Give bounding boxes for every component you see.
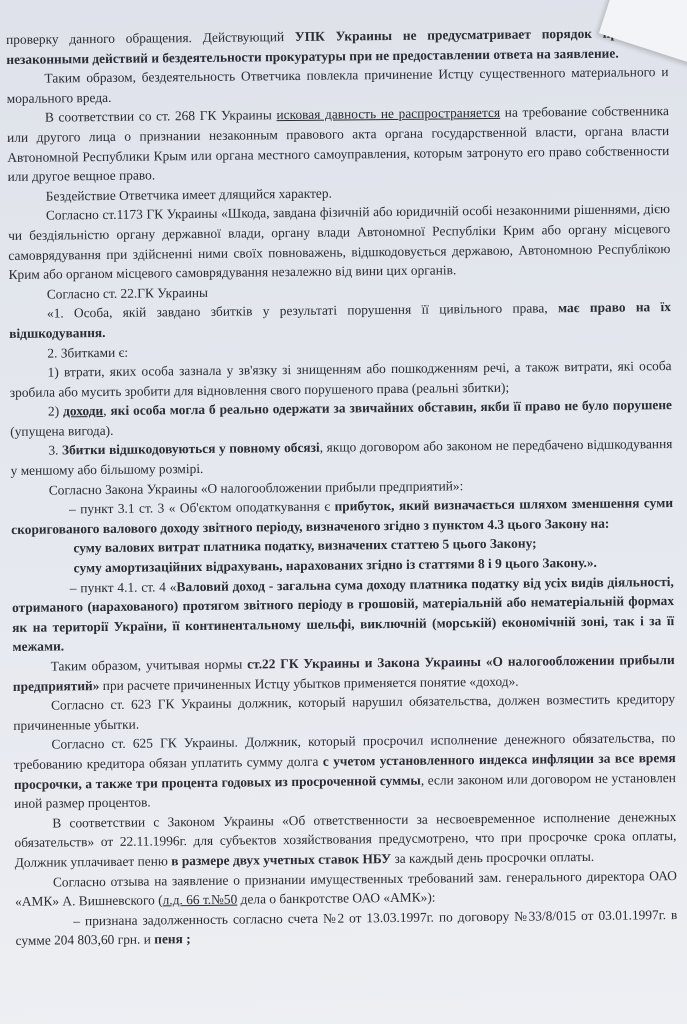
paragraph: [13, 650, 675, 696]
paragraph: [13, 728, 676, 813]
text-run: Бездействие Ответчика имеет длящийся характер.: [45, 185, 332, 204]
text-run: пеня ;: [154, 931, 191, 947]
paragraph: [13, 689, 675, 735]
text-run: Збитки відшкодовуються у повному обсязі: [61, 440, 320, 458]
text-run: л.д. 66 т.№50: [162, 891, 238, 908]
paragraph: [8, 199, 671, 284]
text-run: за каждый день просрочки оплаты.: [390, 848, 595, 866]
text-run: Согласно ст. 623 ГК Украины должник, который нарушил обязательства, должен возместить кредитору причиненные убытки.: [13, 691, 676, 733]
paragraph: [6, 62, 668, 108]
text-run: Согласно ст. 625 ГК Украины. Должник, который просрочил исполнение денежного обязательства, по требованию кредитора обязан уплатить сумму долга: [13, 730, 676, 772]
paragraph: [9, 356, 671, 402]
text-run: дела о банкротстве ОАО «АМК»):: [237, 889, 436, 907]
text-run: має право на їх відшкодування.: [9, 299, 672, 341]
text-run: с учетом установленного индекса инфляции за все время просрочки, а также три процента годовых из просроченной суммы: [13, 749, 676, 792]
text-run: суму валових витрат платника податку, визначених статтею 5 цього Закону;: [73, 535, 537, 556]
text-run: на требование собственника или другого лица о признании незаконным правового акта органа государственной власти, органа власти Автономной Республики Крым или органа местного самоуправления, которым затронуто его право собственности или другое вещное право.: [7, 103, 670, 185]
text-run: доходи: [63, 403, 104, 419]
text-run: – пункт 3.1 ст. 3 « Об'єктом оподаткування є: [68, 498, 335, 517]
paragraph: [14, 807, 677, 873]
text-run: ,: [103, 403, 111, 419]
text-run: Согласно отзыва на заявление о признании имущественных требований зам. генерального директора ОАО «АМК» А. Вишневского (: [15, 867, 677, 910]
text-run: суму амортизаційних відрахувань, нарахованих згідно із статтями 8 і 9 цього Закону.».: [73, 554, 597, 576]
text-run: «1. Особа, якій завдано збитків у результаті порушення її цивільного права,: [46, 300, 559, 321]
text-run: Таким образом, учитывая нормы: [50, 656, 248, 674]
text-run: Согласно ст.1173 ГК Украины «Шкода, завдана фізичній або юридичній особі незаконними рішеннями, дією чи бездіяльністю органу державної влади, органу влади Автономної Республіки Крим або органу місцевого самоврядування при здійсненні ними своїх повноважень, відшкодовується державою, Автономною Республікою Крим або органом місцевого самоврядування незалежно від вини цих органів.: [8, 201, 671, 283]
text-run: В соответствии с Законом Украины «Об ответственности за несвоевременное исполнение денежных обязательств» от 22.11.1996г. для субъектов хозяйствования предусмотрено, что при просрочке срока оплаты, Должник уплачивает пеню: [14, 808, 677, 870]
text-run: незаконными действий и бездеятельности прокуратуры при не предоставлении: [6, 46, 490, 67]
paragraph: [11, 493, 673, 539]
text-run: 2): [47, 403, 64, 419]
paragraph: [6, 23, 668, 69]
paragraph: [12, 572, 675, 657]
text-run: які особа могла б реально одержати за звичайних обставин, якби її право не було порушене: [110, 397, 673, 419]
text-run: Согласно Закона Украины «О налогообложении прибыли предприятий»:: [48, 477, 464, 498]
paragraph: [7, 101, 670, 186]
text-run: Валовий доход - загальна сума доходу платника податку від усіх видів діяльності, отриманого (нарахованого) протягом звітного періоду в грошовій, матеріальній або нематеріальній формах як на території України, її континентальному шельфі, виключній (морській) економічній зоні, так і за її межами.: [11, 573, 675, 655]
text-run: Согласно ст. 22.ГК Украины: [46, 284, 209, 302]
text-run: В соответствии со ст. 268 ГК Украины: [44, 107, 277, 125]
text-run: ст.22 ГК Украины и Закона Украины «О налогообложении прибыли предприятий»: [12, 652, 675, 694]
paragraph: [9, 297, 671, 343]
text-run: исковая давность не распространяется: [276, 105, 501, 123]
text-run: ответа на заявление.: [493, 45, 619, 62]
text-run: УПК Украины не предусматривает порядок: [294, 25, 593, 44]
text-run: прибуток, який визначається шляхом зменшення суми скоригованого валового доходу звітного періоду, визначеного згідно з пунктом 4.3 цього Закону на:: [11, 495, 674, 537]
text-run: в размере двух учетных ставок НБУ: [171, 850, 392, 869]
text-run: , если законом или договором не установлен иной размер процентов.: [14, 769, 676, 812]
text-run: , якщо договором або законом не передбачено відшкодування у меншому або більшому розмірі.: [10, 436, 673, 479]
paragraph: [15, 866, 677, 912]
text-run: Таким образом, бездеятельность Ответчика повлекла причинение Истцу существенного материального и морального вреда.: [6, 64, 669, 106]
paragraph: [15, 905, 677, 951]
text-run: – пункт 4.1. ст. 4 «: [69, 578, 177, 595]
text-run: проверку данного обращения. Действующий: [6, 28, 295, 47]
text-run: при расчете причиненных Истцу убытков применяется понятие «доход».: [99, 673, 519, 693]
text-run: 1) втрати, яких особа зазнала у зв'язку зі знищенням або пошкодженням речі, а також витрати, які особа зробила або мусить зробити для відновлення свого порушеного права (реальні збитки);: [9, 358, 672, 400]
text-run: 2. Збитками є:: [47, 344, 129, 361]
paragraph: [10, 435, 672, 481]
paragraph: [10, 395, 672, 441]
document-body: [6, 23, 678, 951]
text-run: – признана задолженность согласно счета №2 от 13.03.1997г. по договору №33/8/015 от 03.01.1997г. в сумме 204 803,60 грн. и: [15, 906, 678, 949]
text-run: (упущена вигода).: [10, 422, 114, 439]
text-run: 3.: [48, 442, 63, 459]
